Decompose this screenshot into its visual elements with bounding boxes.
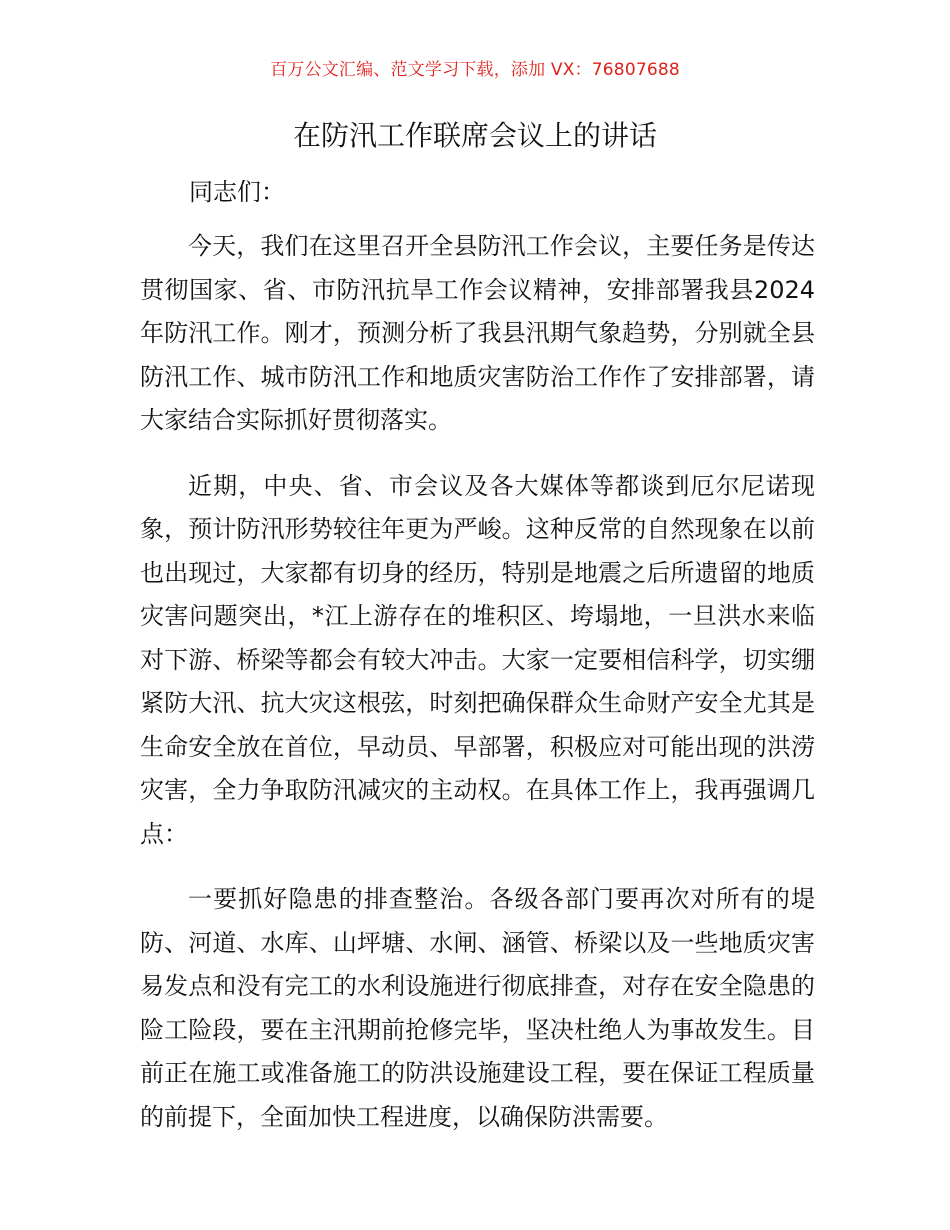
paragraph-2: 近期，中央、省、市会议及各大媒体等都谈到厄尔尼诺现象，预计防汛形势较往年更为严峻。这种反常的自然现象在以前也出现过，大家都有切身的经历，特别是地震之后所遗留的地质灾害问题突出，*江上游存在的堆积区、垮塌地，一旦洪水来临对下游、桥梁等都会有较大冲击。大家一定要相信科学，切实绷紧防大汛、抗大灾这根弦，时刻把确保群众生命财产安全尤其是生命安全放在首位，早动员、早部署，积极应对可能出现的洪涝灾害，全力争取防汛减灾的主动权。在具体工作上，我再强调几点： [140, 471, 815, 848]
salutation: 同志们： [189, 178, 285, 206]
paragraph-1: 今天，我们在这里召开全县防汛工作会议，主要任务是传达贯彻国家、省、市防汛抗旱工作会议精神，安排部署我县2024 年防汛工作。刚才，预测分析了我县汛期气象趋势，分别就全县防汛工作、城市防汛工作和地质灾害防治工作作了安排部署，请大家结合实际抓好贯彻落实。 [140, 232, 815, 434]
document-title: 在防汛工作联席会议上的讲话 [292, 119, 657, 152]
paragraph-3: 一要抓好隐患的排查整治。各级各部门要再次对所有的堤防、河道、水库、山坪塘、水闸、涵管、桥梁以及一些地质灾害易发点和没有完工的水利设施进行彻底排查，对存在安全隐患的险工险段，要在主汛期前抢修完毕，坚决杜绝人为事故发生。目前正在施工或准备施工的防洪设施建设工程，要在保证工程质量的前提下，全面加快工程进度，以确保防洪需要。 [140, 885, 815, 1131]
header-promo-note: 百万公文汇编、范文学习下载，添加 VX：76807688 [270, 60, 680, 80]
document-body [140, 225, 815, 1161]
